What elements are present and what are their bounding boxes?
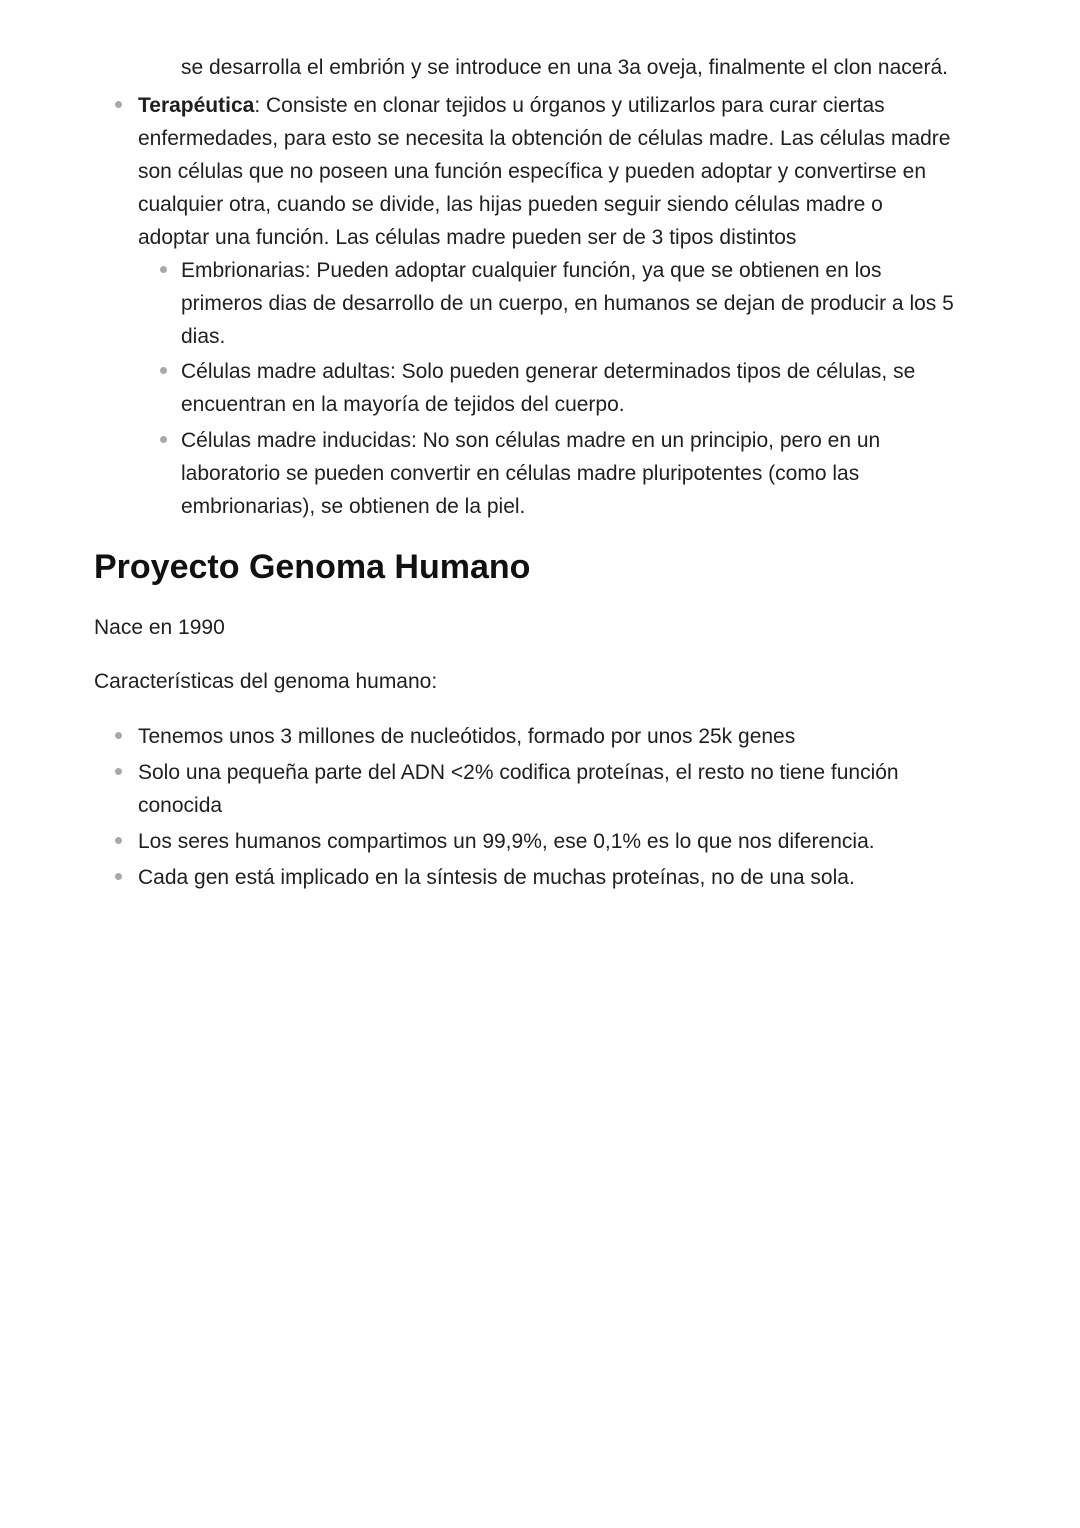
terapeutica-line-2: enfermedades, para esto se necesita la obtención de células madre. Las células madre [138, 127, 951, 150]
bullet-icon [115, 101, 122, 108]
stem-type-embrionarias-line-3: dias. [181, 325, 226, 348]
stem-type-inducidas-line-3: embrionarias), se obtienen de la piel. [181, 495, 526, 518]
stem-type-inducidas-line-2: laboratorio se pueden convertir en células madre pluripotentes (como las [181, 462, 860, 485]
bullet-icon [115, 768, 122, 775]
bullet-icon [160, 367, 167, 374]
bullet-icon [115, 837, 122, 844]
terapeutica-line-4: cualquier otra, cuando se divide, las hijas pueden seguir siendo células madre o [138, 193, 883, 216]
terapeutica-text: : Consiste en clonar tejidos u órganos y utilizarlos para curar ciertas [254, 94, 885, 117]
characteristic-item-4: Cada gen está implicado en la síntesis de muchas proteínas, no de una sola. [138, 866, 855, 889]
section-title: Proyecto Genoma Humano [94, 548, 531, 586]
born-text: Nace en 1990 [94, 616, 225, 639]
terapeutica-line-3: son células que no poseen una función específica y pueden adoptar y convertirse en [138, 160, 927, 183]
characteristic-item-3: Los seres humanos compartimos un 99,9%, ese 0,1% es lo que nos diferencia. [138, 830, 875, 853]
stem-type-embrionarias-line-2: primeros dias de desarrollo de un cuerpo, en humanos se dejan de producir a los 5 [181, 292, 954, 315]
stem-type-adultas-line-1: Células madre adultas: Solo pueden generar determinados tipos de células, se [181, 360, 916, 383]
characteristics-label: Características del genoma humano: [94, 670, 438, 693]
characteristic-item-1: Tenemos unos 3 millones de nucleótidos, formado por unos 25k genes [138, 725, 796, 748]
characteristic-item-2-line-2: conocida [138, 794, 223, 817]
stem-type-embrionarias-line-1: Embrionarias: Pueden adoptar cualquier función, ya que se obtienen en los [181, 259, 882, 282]
characteristic-item-2-line-1: Solo una pequeña parte del ADN <2% codifica proteínas, el resto no tiene función [138, 761, 899, 784]
bullet-icon [115, 732, 122, 739]
terapeutica-line-5: adoptar una función. Las células madre pueden ser de 3 tipos distintos [138, 226, 797, 249]
stem-type-inducidas-line-1: Células madre inducidas: No son células madre en un principio, pero en un [181, 429, 881, 452]
continuation-line: se desarrolla el embrión y se introduce en una 3a oveja, finalmente el clon nacerá. [181, 56, 948, 79]
bullet-icon [160, 436, 167, 443]
terapeutica-line-1 [138, 89, 885, 122]
stem-type-adultas-line-2: encuentran en la mayoría de tejidos del cuerpo. [181, 393, 625, 416]
terapeutica-label: Terapéutica [138, 94, 255, 117]
bullet-icon [160, 266, 167, 273]
bullet-icon [115, 873, 122, 880]
